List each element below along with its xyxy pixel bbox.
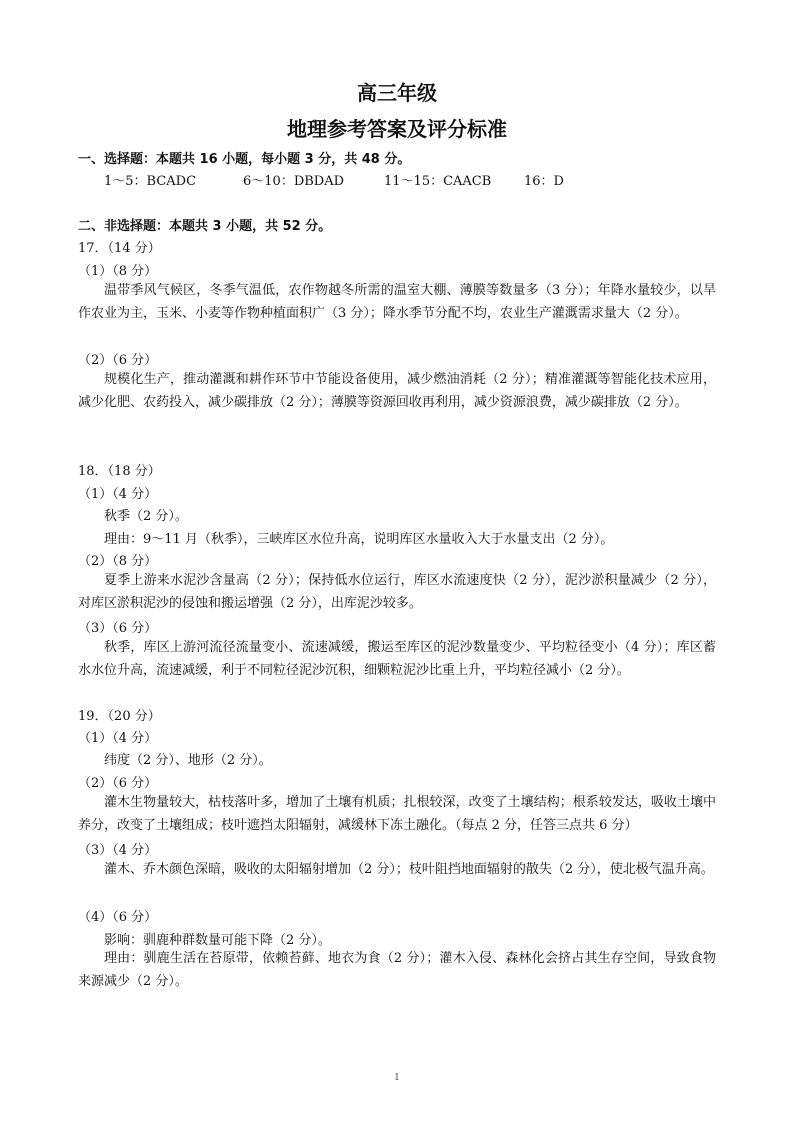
q17-heading: 17．（14 分）: [78, 241, 161, 256]
q18-part1-heading: （1）（4 分）: [78, 487, 158, 502]
mc-answers-16: 16：D: [524, 174, 564, 189]
q19-part4-reason: 理由：驯鹿生活在苔原带，依赖苔藓、地衣为食（2 分）；灌木入侵、森林化会挤占其生存空间，导致食物来源减少（2 分）。: [78, 951, 716, 989]
q18-part3-answer: 秋季，库区上游河流径流量变小、流速减缓，搬运至库区的泥沙数量变少、平均粒径变小（4 分）；库区蓄水水位升高，流速减缓，利于不同粒径泥沙沉积，细颗粒泥沙比重上升，平均粒径减小（2 分）。: [78, 640, 716, 678]
q18-part3-heading: （3）（6 分）: [78, 621, 158, 636]
q17-part1-heading: （1）（8 分）: [78, 264, 158, 279]
q19-heading: 19．（20 分）: [78, 709, 161, 724]
q17-part1-answer: 温带季风气候区，冬季气温低，农作物越冬所需的温室大棚、薄膜等数量多（3 分）；年降水量较少，以旱作农业为主，玉米、小麦等作物种植面积广（3 分）；降水季节分配不均，农业生产灌溉需求量大（2 分）。: [78, 283, 716, 321]
document-title: 地理参考答案及评分标准: [287, 117, 507, 141]
q18-part1-answer: 秋季（2 分）。: [104, 509, 188, 524]
grade-title: 高三年级: [357, 81, 437, 105]
q19-part3-heading: （3）（4 分）: [78, 843, 158, 858]
q19-part4-impact: 影响：驯鹿种群数量可能下降（2 分）。: [104, 933, 331, 948]
q19-part1-heading: （1）（4 分）: [78, 731, 158, 746]
q18-part2-answer: 夏季上游来水泥沙含量高（2 分）；保持低水位运行，库区水流速度快（2 分），泥沙淤积量减少（2 分），对库区淤积泥沙的侵蚀和搬运增强（2 分），出库泥沙较多。: [78, 573, 716, 611]
q19-part2-heading: （2）（6 分）: [78, 776, 158, 791]
q18-part1-reason: 理由：9～11 月（秋季），三峡库区水位升高，说明库区水量收入大于水量支出（2 分）。: [104, 532, 614, 547]
q18-heading: 18．（18 分）: [78, 464, 161, 479]
q19-part4-heading: （4）（6 分）: [78, 910, 158, 925]
mc-answers-1-5: 1～5：BCADC: [104, 174, 197, 189]
section-choice-heading: 一、选择题：本题共 16 小题，每小题 3 分，共 48 分。: [78, 152, 411, 167]
section-nonchoice-heading: 二、非选择题：本题共 3 小题，共 52 分。: [78, 219, 332, 234]
q17-part2-heading: （2）（6 分）: [78, 353, 158, 368]
mc-answers-6-10: 6～10：DBDAD: [243, 174, 345, 189]
q17-part2-answer: 规模化生产，推动灌溉和耕作环节中节能设备使用，减少燃油消耗（2 分）；精准灌溉等智能化技术应用，减少化肥、农药投入，减少碳排放（2 分）；薄膜等资源回收再利用，减少资源浪费，减少碳排放（2 分）。: [78, 372, 716, 410]
q18-part2-heading: （2）（8 分）: [78, 554, 158, 569]
q19-part3-answer: 灌木、乔木颜色深暗，吸收的太阳辐射增加（2 分）；枝叶阻挡地面辐射的散失（2 分），使北极气温升高。: [104, 862, 714, 877]
q19-part1-answer: 纬度（2 分）、地形（2 分）。: [104, 753, 272, 768]
mc-answers-11-15: 11～15：CAACB: [384, 174, 492, 189]
page-number: 1: [394, 1073, 400, 1083]
q19-part2-answer: 灌木生物量较大，枯枝落叶多，增加了土壤有机质；扎根较深，改变了土壤结构；根系较发达，吸收土壤中养分，改变了土壤组成；枝叶遮挡太阳辐射，减缓林下冻土融化。（每点 2 分，任答三点共 6 分）: [78, 795, 716, 833]
